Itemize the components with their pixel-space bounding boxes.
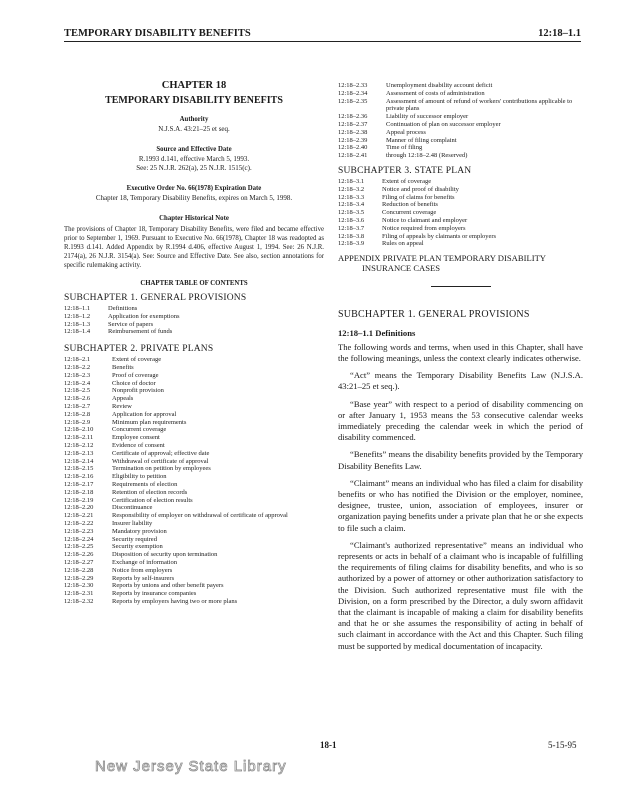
toc-entry-title: Reimbursement of funds (108, 328, 173, 336)
toc-entry-number: 12:18–2.1 (64, 356, 91, 364)
toc-entry-number: 12:18–3.6 (338, 216, 365, 224)
toc-entry-title: Employee consent (112, 434, 160, 442)
toc-entry (338, 201, 583, 209)
authority-text: N.J.S.A. 43:21–25 et seq. (158, 125, 230, 133)
subchapter-2-heading: SUBCHAPTER 2. PRIVATE PLANS (64, 344, 214, 355)
subchapter-2-toc-continued (338, 82, 583, 160)
toc-entry (64, 590, 324, 598)
toc-entry-title: Retention of election records (112, 488, 188, 496)
toc-entry (64, 582, 324, 590)
right-column (338, 80, 583, 652)
toc-entry-number: 12:18–2.10 (64, 426, 94, 434)
toc-entry-title: Certification of election results (112, 496, 193, 504)
toc-entry-number: 12:18–2.17 (64, 480, 94, 488)
toc-entry-number: 12:18–2.25 (64, 543, 94, 551)
toc-entry-number: 12:18–1.1 (64, 305, 91, 312)
toc-entry (64, 395, 324, 403)
toc-entry-title: Reports by self-insurers (112, 574, 175, 582)
toc-entry-number: 12:18–2.26 (64, 551, 94, 559)
toc-entry-title: Reports by unions and other benefit payers (112, 582, 224, 590)
toc-entry-title: Concurrent coverage (382, 209, 437, 217)
toc-entry-number: 12:18–1.4 (64, 328, 91, 336)
subchapter-2-toc (64, 356, 324, 606)
toc-entry (64, 321, 324, 329)
toc-entry (64, 559, 324, 567)
toc-entry-title: Security exemption (112, 543, 163, 551)
toc-entry-number: 12:18–3.3 (338, 193, 365, 201)
toc-entry (338, 144, 583, 152)
toc-entry (64, 419, 324, 427)
toc-entry-title: Exchange of information (112, 558, 177, 566)
appendix-line-2: INSURANCE CASES (362, 262, 441, 273)
toc-entry-title: Eligibility to petition (112, 473, 167, 481)
toc-entry (338, 82, 583, 90)
toc-entry (64, 356, 324, 364)
toc-entry (338, 217, 583, 225)
toc-entry-number: 12:18–2.16 (64, 473, 94, 481)
toc-entry (64, 465, 324, 473)
toc-entry (338, 137, 583, 145)
toc-entry (338, 98, 583, 114)
toc-entry-title: Security required (112, 535, 157, 543)
toc-entry (64, 434, 324, 442)
toc-entry (64, 411, 324, 419)
toc-entry-title: Continuation of plan on successor employer (386, 120, 501, 128)
toc-entry-number: 12:18–2.39 (338, 136, 368, 144)
toc-entry-title: Benefits (112, 363, 134, 371)
toc-entry (64, 426, 324, 434)
toc-entry-number: 12:18–2.5 (64, 387, 91, 395)
toc-entry (64, 372, 324, 380)
toc-entry-number: 12:18–3.7 (338, 224, 365, 232)
toc-entry-number: 12:18–2.22 (64, 519, 94, 527)
running-head-section: 12:18–1.1 (538, 28, 581, 39)
toc-entry (64, 504, 324, 512)
eo-text: Chapter 18, Temporary Disability Benefits, expires on March 5, 1998. (95, 194, 293, 202)
appendix-line-1: APPENDIX PRIVATE PLAN TEMPORARY DISABILITY (338, 253, 547, 264)
eo-label: Executive Order No. 66(1978) Expiration Date (126, 185, 262, 192)
toc-entry-number: 12:18–2.30 (64, 582, 94, 590)
toc-entry-number: 12:18–2.36 (338, 113, 368, 121)
toc-entry-number: 12:18–2.18 (64, 488, 94, 496)
source-line-2: See: 25 N.J.R. 262(a), 25 N.J.R. 1515(c). (136, 164, 252, 172)
library-stamp: New Jersey State Library (95, 758, 287, 775)
toc-entry-number: 12:18–2.9 (64, 418, 91, 426)
toc-entry (338, 113, 583, 121)
toc-entry (64, 497, 324, 505)
toc-entry (64, 536, 324, 544)
toc-entry (338, 225, 583, 233)
toc-entry-number: 12:18–2.15 (64, 465, 94, 473)
running-head-title: TEMPORARY DISABILITY BENEFITS (64, 28, 251, 39)
toc-entry (64, 473, 324, 481)
toc-entry-number: 12:18–2.32 (64, 597, 94, 605)
definitions-body (338, 342, 583, 652)
toc-entry-number: 12:18–2.34 (338, 89, 368, 97)
toc-entry-number: 12:18–2.13 (64, 449, 94, 457)
toc-entry (338, 240, 583, 248)
toc-entry-title: Concurrent coverage (112, 426, 167, 434)
toc-entry (64, 512, 324, 520)
toc-entry-number: 12:18–2.24 (64, 535, 94, 543)
toc-entry-number: 12:18–2.3 (64, 371, 91, 379)
toc-entry-number: 12:18–2.29 (64, 574, 94, 582)
toc-entry (64, 551, 324, 559)
toc-entry (338, 90, 583, 98)
toc-entry-number: 12:18–1.2 (64, 312, 91, 320)
definition-paragraph: “Act” means the Temporary Disability Benefits Law (N.J.S.A. 43:21–25 et seq.). (338, 370, 583, 392)
toc-entry-title: Choice of doctor (112, 379, 156, 387)
chapter-name: TEMPORARY DISABILITY BENEFITS (105, 95, 283, 106)
left-column (64, 80, 324, 606)
toc-entry (64, 481, 324, 489)
toc-entry-title: Proof of coverage (112, 371, 159, 379)
source-line-1: R.1993 d.141, effective March 5, 1993. (138, 155, 250, 163)
toc-entry (338, 186, 583, 194)
toc-entry-title: Discontinuance (112, 504, 153, 512)
toc-entry-number: 12:18–2.11 (64, 434, 94, 442)
toc-entry-title: Evidence of consent (112, 441, 165, 449)
toc-entry-title: Application for approval (112, 410, 177, 418)
toc-entry (64, 328, 324, 336)
toc-entry-number: 12:18–2.2 (64, 363, 91, 371)
toc-entry (338, 129, 583, 137)
toc-entry-number: 12:18–2.6 (64, 395, 91, 403)
toc-entry-number: 12:18–2.21 (64, 512, 94, 520)
body-subchapter-heading: SUBCHAPTER 1. GENERAL PROVISIONS (338, 308, 530, 320)
section-divider (431, 286, 491, 287)
toc-entry-title: Appeals (112, 395, 134, 403)
source-label: Source and Effective Date (156, 146, 232, 153)
toc-entry-number: 12:18–3.8 (338, 232, 365, 240)
toc-entry-title: Withdrawal of certificate of approval (112, 457, 209, 465)
toc-entry-number: 12:18–1.3 (64, 320, 91, 328)
toc-entry-title: through 12:18–2.48 (Reserved) (386, 152, 468, 160)
toc-entry-title: Filing of claims for benefits (382, 193, 455, 201)
toc-entry-number: 12:18–3.9 (338, 240, 365, 248)
toc-entry (338, 121, 583, 129)
toc-entry (338, 152, 583, 160)
toc-label: CHAPTER TABLE OF CONTENTS (140, 280, 248, 287)
toc-entry-title: Termination on petition by employees (112, 465, 211, 473)
toc-entry (338, 178, 583, 186)
toc-entry-number: 12:18–2.31 (64, 590, 94, 598)
history-label: Chapter Historical Note (159, 215, 229, 222)
toc-entry-number: 12:18–3.1 (338, 177, 365, 185)
toc-entry-number: 12:18–2.41 (338, 152, 368, 160)
subchapter-1-heading: SUBCHAPTER 1. GENERAL PROVISIONS (64, 293, 247, 303)
toc-entry-title: Application for exemptions (108, 312, 180, 320)
toc-entry-number: 12:18–3.4 (338, 201, 365, 209)
toc-entry-title: Service of papers (108, 320, 154, 328)
history-text: The provisions of Chapter 18, Temporary Disability Benefits, were filed and became effective prior to September 1, 1969. Pursuant to Executive No. 66(1978), Chapter 18 was readopted as R.1993 d.141. Added Appendix by R.1994 d.406, effective August 1, 1994. See: 26 N.J.R. 2174(a), 26 N.J.R. 3154(a). See: Source and Effective Date. See also, section annotations for specific rulemaking activity. (64, 226, 324, 269)
toc-entry-title: Disposition of security upon termination (112, 551, 218, 559)
page-number: 18-1 (320, 740, 337, 750)
toc-entry-title: Filing of appeals by claimants or employers (382, 232, 497, 240)
toc-entry-title: Assessment of costs of administration (386, 89, 485, 97)
toc-entry-number: 12:18–2.8 (64, 410, 91, 418)
toc-entry-title: Certificate of approval; effective date (112, 449, 210, 457)
section-heading: 12:18–1.1 Definitions (338, 327, 416, 338)
toc-entry-title: Rules on appeal (382, 240, 424, 248)
toc-entry-title: Insurer liability (112, 519, 153, 527)
chapter-title: CHAPTER 18 (161, 80, 227, 91)
definition-paragraph: The following words and terms, when used in this Chapter, shall have the following meanings, unless the context clearly indicates otherwise. (338, 341, 583, 363)
toc-entry-title: Extent of coverage (112, 356, 162, 364)
toc-entry-number: 12:18–2.12 (64, 441, 94, 449)
toc-entry-number: 12:18–2.35 (338, 97, 368, 105)
toc-entry (64, 442, 324, 450)
toc-entry-title: Notice to claimant and employer (382, 216, 468, 224)
toc-entry-title: Definitions (108, 305, 138, 312)
toc-entry (64, 305, 324, 313)
toc-entry-title: Notice and proof of disability (382, 185, 459, 193)
authority-label: Authority (179, 116, 209, 123)
definition-paragraph: “Claimant” means an individual who has filed a claim for disability benefits or who has notified the Division or the employer, nominee, designee, trustee, union, association of employees, insurer or organization paying benefits under a private plan that he or she expects to file such a claim. (338, 477, 583, 533)
toc-entry (64, 567, 324, 575)
toc-entry (64, 364, 324, 372)
toc-entry-title: Manner of filing complaint (386, 136, 457, 144)
toc-entry (64, 543, 324, 551)
subchapter-1-toc (64, 305, 324, 336)
toc-entry-title: Minimum plan requirements (112, 418, 187, 426)
running-head (64, 28, 581, 42)
definition-paragraph: “Base year” with respect to a period of disability commencing on or after January 1, 1953 means the 53 consecutive calendar weeks immediately preceding the calendar week in which the period of disability commenced. (338, 398, 583, 443)
toc-entry (338, 233, 583, 241)
toc-entry (338, 209, 583, 217)
toc-entry-title: Assessment of amount of refund of workers' contributions applicable to private plans (386, 97, 573, 113)
toc-entry-number: 12:18–2.23 (64, 527, 94, 535)
toc-entry-number: 12:18–3.5 (338, 209, 365, 217)
subchapter-3-toc (338, 178, 583, 248)
toc-entry-title: Appeal process (386, 128, 426, 136)
definition-paragraph: “Benefits” means the disability benefits provided by the Temporary Disability Benefits Law. (338, 449, 583, 471)
toc-entry-number: 12:18–2.38 (338, 128, 368, 136)
toc-entry (64, 520, 324, 528)
toc-entry-title: Nonprofit provision (112, 387, 164, 395)
toc-entry-number: 12:18–2.33 (338, 82, 368, 89)
toc-entry-number: 12:18–3.2 (338, 185, 365, 193)
toc-entry-title: Liability of successor employer (386, 113, 469, 121)
toc-entry-title: Reports by employers having two or more plans (112, 597, 238, 605)
toc-entry-number: 12:18–2.40 (338, 144, 368, 152)
toc-entry-title: Reports by insurance companies (112, 590, 197, 598)
toc-entry-number: 12:18–2.28 (64, 566, 94, 574)
toc-entry (64, 380, 324, 388)
toc-entry (64, 403, 324, 411)
toc-entry-number: 12:18–2.7 (64, 402, 91, 410)
toc-entry (64, 387, 324, 395)
toc-entry-number: 12:18–2.37 (338, 120, 368, 128)
toc-entry (64, 313, 324, 321)
toc-entry-number: 12:18–2.4 (64, 379, 91, 387)
appendix-heading (338, 254, 583, 274)
toc-entry-title: Notice required from employers (382, 224, 466, 232)
toc-entry (338, 194, 583, 202)
toc-entry (64, 575, 324, 583)
toc-entry-number: 12:18–2.20 (64, 504, 94, 512)
toc-entry-number: 12:18–2.14 (64, 457, 94, 465)
toc-entry (64, 598, 324, 606)
toc-entry-title: Notice from employers (112, 566, 173, 574)
toc-entry-title: Reduction of benefits (382, 201, 438, 209)
subchapter-3-heading: SUBCHAPTER 3. STATE PLAN (338, 165, 472, 176)
toc-entry-title: Mandatory provision (112, 527, 167, 535)
definition-paragraph: “Claimant's authorized representative” means an individual who represents or acts in behalf of a claimant who is incapable of fulfilling the requirements of filing claims for disability benefits, and who is so authorized by a power of attorney or other authorization satisfactory to the Division. Such authorized representative must file with the Division, on a form prescribed by the Director, a duly sworn affidavit that the claimant is incapable of making a claim for disability benefits and that he or she assumes the responsibility of acting in behalf of such claimant in accordance with the Act and this Chapter. Such filing must be supported by medical documentation of incapacity. (338, 539, 583, 651)
toc-entry-title: Requirements of election (112, 480, 178, 488)
toc-entry (64, 528, 324, 536)
toc-entry (64, 489, 324, 497)
revision-date: 5-15-95 (548, 740, 577, 750)
toc-entry-title: Responsibility of employer on withdrawal of certificate of approval (112, 512, 288, 520)
toc-entry (64, 458, 324, 466)
toc-entry-title: Unemployment disability account deficit (386, 82, 493, 89)
toc-entry-title: Review (112, 402, 132, 410)
toc-entry-number: 12:18–2.27 (64, 558, 94, 566)
toc-entry-title: Time of filing (386, 144, 423, 152)
toc-entry-title: Extent of coverage (382, 177, 432, 185)
toc-entry-number: 12:18–2.19 (64, 496, 94, 504)
toc-entry (64, 450, 324, 458)
